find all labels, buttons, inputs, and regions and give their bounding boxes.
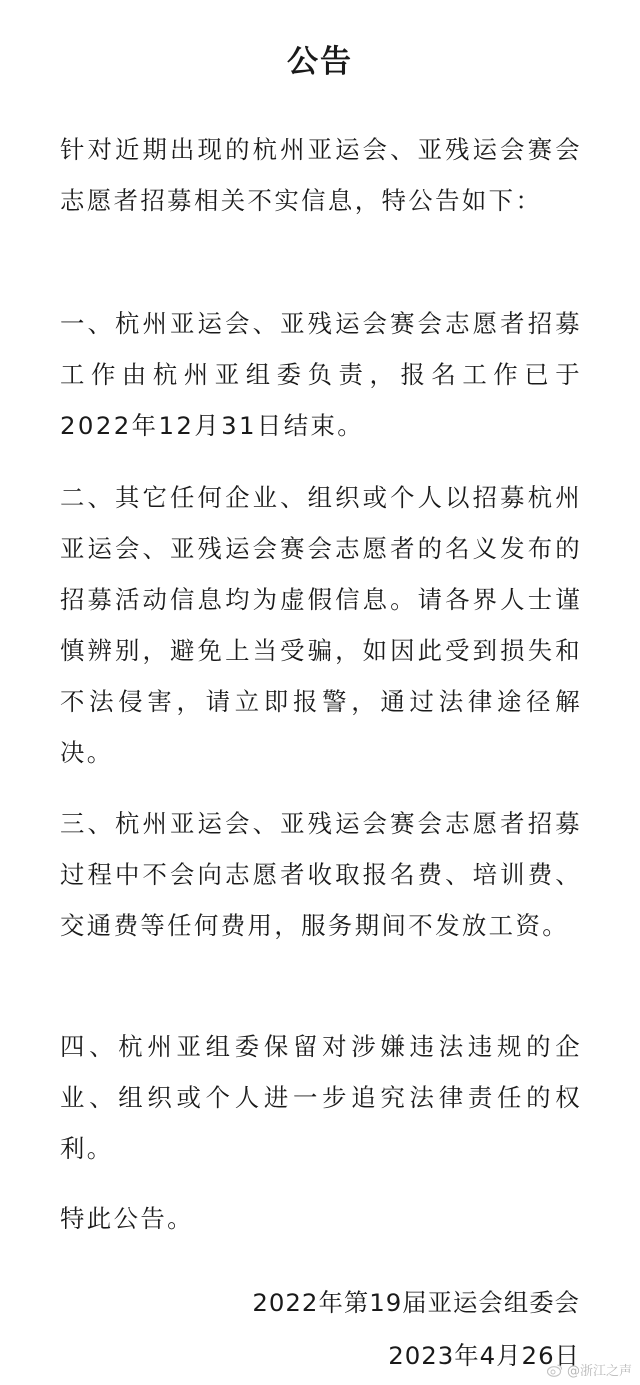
source-watermark [547,1360,632,1379]
notice-closing: 特此公告。 [60,1204,194,1233]
notice-item-1: 一、杭州亚运会、亚残运会赛会志愿者招募工作由杭州亚组委负责，报名工作已于2022年12月31日结束。 [60,309,582,440]
signature-organization: 2022年第19届亚运会组委会 [252,1288,580,1317]
notice-item-4: 四、杭州亚组委保留对涉嫌违法违规的企业、组织或个人进一步追究法律责任的权利。 [60,1032,582,1163]
notice-intro: 针对近期出现的杭州亚运会、亚残运会赛会志愿者招募相关不实信息，特公告如下： [60,135,582,215]
signature-date: 2023年4月26日 [388,1341,580,1370]
notice-item-2: 二、其它任何企业、组织或个人以招募杭州亚运会、亚残运会赛会志愿者的名义发布的招募活动信息均为虚假信息。请各界人士谨慎辨别，避免上当受骗，如因此受到损失和不法侵害，请立即报警，通过法律途径解决。 [60,483,582,767]
weibo-icon [547,1363,563,1377]
notice-title: 公告 [287,44,353,80]
watermark-text: @浙江之声 [566,1364,632,1379]
notice-item-3: 三、杭州亚运会、亚残运会赛会志愿者招募过程中不会向志愿者收取报名费、培训费、交通费等任何费用，服务期间不发放工资。 [60,809,582,940]
